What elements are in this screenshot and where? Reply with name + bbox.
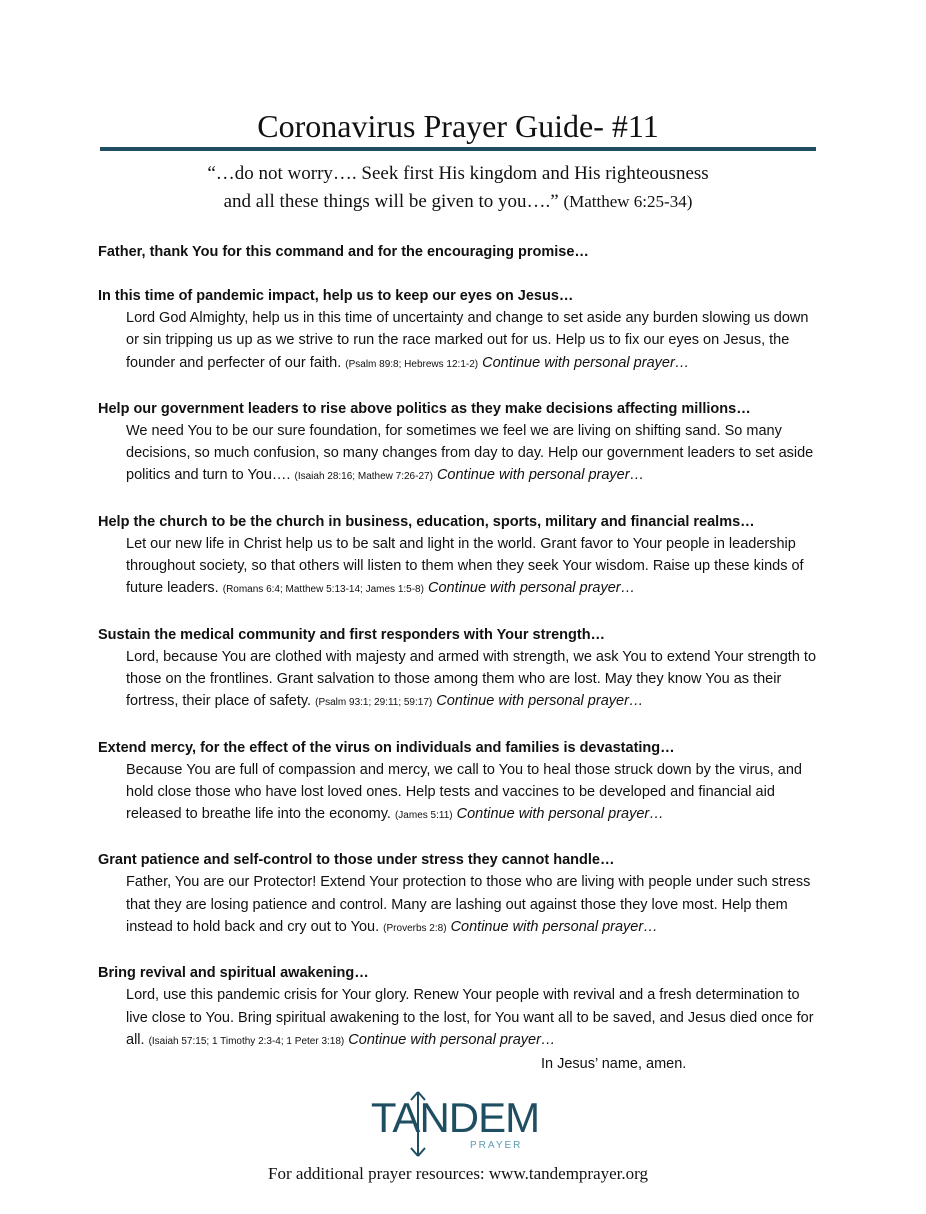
section-body [126, 871, 822, 940]
scripture-references: (James 5:11) [394, 810, 453, 822]
scripture-references: (Psalm 93:1; 29:11; 59:17) [315, 697, 433, 709]
page-title: Coronavirus Prayer Guide- #11 [257, 108, 659, 144]
prayer-section [98, 962, 822, 1053]
prayer-section [98, 285, 822, 376]
prayer-section [98, 737, 822, 828]
verse-reference: (Matthew 6:25-34) [563, 192, 693, 211]
footer-resources: For additional prayer resources: www.tandemprayer.org [267, 1164, 649, 1183]
verse-line-2-text: and all these things will be given to you….” [223, 191, 559, 212]
verse-line-1: “…do not worry…. Seek first His kingdom and His righteousness [207, 163, 709, 184]
section-heading: Bring revival and spiritual awakening… [98, 965, 369, 982]
section-heading: Help the church to be the church in business, education, sports, military and financial realms… [98, 513, 755, 530]
scripture-verse [100, 160, 816, 216]
scripture-references: (Proverbs 2:8) [383, 923, 447, 935]
continue-prompt: Continue with personal prayer… [348, 1031, 556, 1048]
section-body [126, 646, 822, 715]
prayer-section [98, 398, 822, 489]
continue-prompt: Continue with personal prayer… [427, 580, 636, 597]
section-heading: Extend mercy, for the effect of the virus on individuals and families is devastating… [98, 739, 675, 756]
logo-subtitle: PRAYER [470, 1140, 523, 1151]
scripture-references: (Psalm 89:8; Hebrews 12:1-2) [345, 358, 479, 370]
continue-prompt: Continue with personal prayer… [456, 806, 664, 823]
section-body [126, 420, 822, 489]
section-body [126, 759, 822, 828]
tandem-prayer-logo [370, 1094, 540, 1158]
section-body-text: Lord God Almighty, help us in this time of uncertainty and change to set aside any burden slowing us down or sin tripping us up as we strive to run the race marked out for us. Help us to fix our eyes on Jesus, the founder and perfecter of our faith. [126, 310, 809, 371]
prayer-section [98, 624, 822, 715]
section-heading: In this time of pandemic impact, help us to keep our eyes on Jesus… [98, 288, 574, 304]
continue-prompt: Continue with personal prayer… [482, 354, 690, 371]
scripture-references: (Isaiah 28:16; Mathew 7:26-27) [294, 471, 433, 483]
section-heading: Help our government leaders to rise above politics as they make decisions affecting millions… [98, 400, 751, 417]
section-body-text: Lord, because You are clothed with majesty and armed with strength, we ask You to extend Your strength to those on the frontlines. Grant salvation to those among them who are lost. May they know You as their fortress, their place of safety. [126, 648, 817, 710]
intro-line: Father, thank You for this command and for the encouraging promise… [98, 244, 589, 260]
continue-prompt: Continue with personal prayer… [436, 467, 645, 484]
scripture-references: (Romans 6:4; Matthew 5:13-14; James 1:5-8) [222, 584, 424, 596]
prayer-section [98, 849, 822, 940]
verse-line-2 [100, 188, 816, 216]
prayer-content [98, 241, 822, 1075]
section-body-text: Let our new life in Christ help us to be salt and light in the world. Grant favor to Your people in leadership throughout society, so that others will listen to them when they seek Your wisdom. Raise up these kinds of future leaders. [126, 535, 804, 597]
section-body-text: Father, You are our Protector! Extend Your protection to those who are living with people under such stress that they are losing patience and control. Many are lashing out against those they love most. Help them instead to hold back and cry out to You. [126, 874, 811, 936]
section-body-text: We need You to be our sure foundation, for sometimes we feel we are living on shifting sand. So many decisions, so much confusion, so many changes from day to day. Help our government leaders to set aside politics and turn to You…. [126, 422, 814, 484]
continue-prompt: Continue with personal prayer… [450, 919, 658, 936]
section-heading: Grant patience and self-control to those under stress they cannot handle… [98, 852, 615, 869]
section-body-text: Lord, use this pandemic crisis for Your glory. Renew Your people with revival and a fresh determination to live close to You. Bring spiritual awakening to the lost, for You want all to be saved, and Jesus died once for all. [126, 987, 814, 1048]
section-body-text: Because You are full of compassion and mercy, we call to You to heal those struck down by the virus, and hold close those who have lost loved ones. Help tests and vaccines to be developed and financial aid released to breathe life into the economy. [126, 761, 802, 823]
prayer-section [98, 511, 822, 602]
continue-prompt: Continue with personal prayer… [436, 693, 644, 710]
section-body [126, 984, 822, 1053]
closing-amen: In Jesus’ name, amen. [541, 1056, 687, 1072]
section-body [126, 307, 822, 376]
logo-wordmark: TANDEM [370, 1094, 540, 1141]
scripture-references: (Isaiah 57:15; 1 Timothy 2:3-4; 1 Peter 3:18) [148, 1035, 345, 1047]
title-divider [100, 147, 816, 151]
double-arrow-icon [408, 1090, 428, 1158]
section-heading: Sustain the medical community and first responders with Your strength… [98, 626, 606, 643]
section-body [126, 533, 822, 602]
